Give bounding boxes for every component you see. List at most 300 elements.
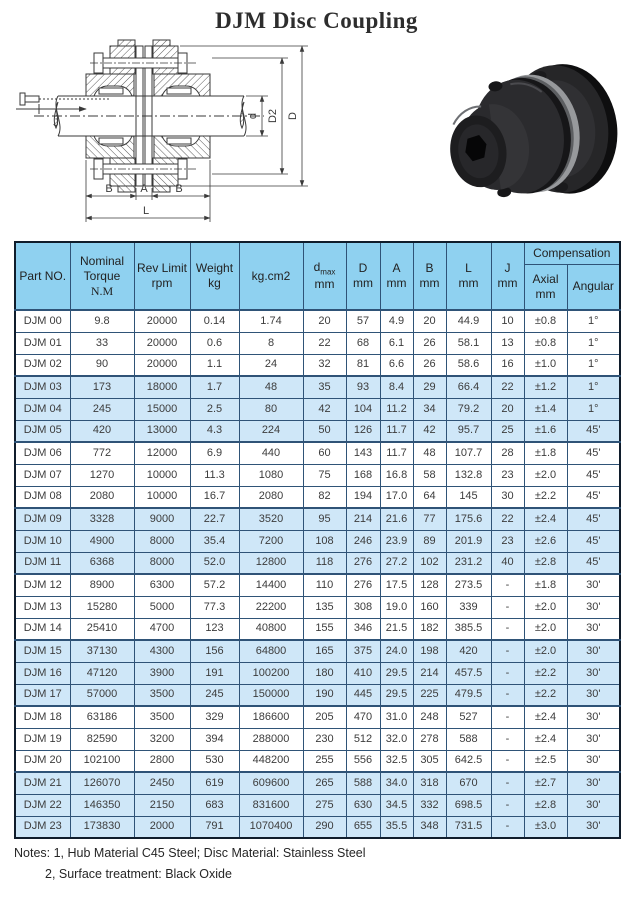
spec-cell: 64800 — [239, 640, 303, 662]
spec-cell: 58 — [413, 464, 446, 486]
part-no-cell: DJM 14 — [15, 618, 70, 640]
table-row — [15, 596, 620, 618]
part-no-cell: DJM 18 — [15, 706, 70, 728]
spec-cell: 20 — [413, 310, 446, 332]
dim-label-big-d: D — [287, 112, 299, 120]
spec-cell: 150000 — [239, 684, 303, 706]
spec-cell: 190 — [303, 684, 346, 706]
spec-cell: 22 — [491, 376, 524, 398]
spec-cell: 57 — [346, 310, 380, 332]
spec-cell: 30' — [567, 816, 620, 838]
spec-cell: 308 — [346, 596, 380, 618]
spec-cell: 31.0 — [380, 706, 413, 728]
spec-cell: 22 — [491, 508, 524, 530]
spec-cell: ±1.0 — [524, 354, 567, 376]
header-line: Rev Limit — [136, 261, 187, 275]
spec-cell: 6.9 — [190, 442, 239, 464]
spec-cell: 12800 — [239, 552, 303, 574]
header-line: B — [425, 261, 434, 275]
spec-cell: 11.3 — [190, 464, 239, 486]
spec-cell: 1080 — [239, 464, 303, 486]
spec-cell: 1.1 — [190, 354, 239, 376]
spec-cell: 265 — [303, 772, 346, 794]
spec-cell: 26 — [413, 354, 446, 376]
dim-label-d2: D2 — [267, 108, 279, 124]
col-header-b — [413, 242, 446, 310]
spec-cell: 17.5 — [380, 574, 413, 596]
spec-cell: 30' — [567, 728, 620, 750]
spec-cell: 102 — [413, 552, 446, 574]
spec-cell: - — [491, 618, 524, 640]
spec-cell: ±1.6 — [524, 420, 567, 442]
col-header-part-no: Part NO. — [15, 242, 70, 310]
part-no-cell: DJM 17 — [15, 684, 70, 706]
table-row — [15, 618, 620, 640]
spec-cell: - — [491, 750, 524, 772]
spec-cell: 45' — [567, 530, 620, 552]
part-no-cell: DJM 22 — [15, 794, 70, 816]
spec-cell: 47120 — [70, 662, 134, 684]
part-no-cell: DJM 09 — [15, 508, 70, 530]
table-row — [15, 332, 620, 354]
spec-cell: 290 — [303, 816, 346, 838]
spec-cell: 30' — [567, 794, 620, 816]
spec-cell: 512 — [346, 728, 380, 750]
spec-cell: 198 — [413, 640, 446, 662]
spec-cell: ±1.8 — [524, 574, 567, 596]
col-header-weight — [190, 242, 239, 310]
spec-cell: 8000 — [134, 530, 190, 552]
spec-cell: 2080 — [239, 486, 303, 508]
spec-cell: 245 — [190, 684, 239, 706]
spec-cell: 80 — [239, 398, 303, 420]
spec-cell: ±1.8 — [524, 442, 567, 464]
spec-cell: 180 — [303, 662, 346, 684]
spec-cell: 13 — [491, 332, 524, 354]
header-line: kg — [208, 276, 221, 290]
spec-cell: 448200 — [239, 750, 303, 772]
technical-drawing — [0, 38, 425, 238]
spec-cell: 30' — [567, 684, 620, 706]
part-no-cell: DJM 07 — [15, 464, 70, 486]
header-line: mm — [458, 276, 479, 290]
spec-cell: 33 — [70, 332, 134, 354]
part-no-cell: DJM 16 — [15, 662, 70, 684]
coupling-photo-image — [430, 52, 628, 224]
spec-cell: 230 — [303, 728, 346, 750]
spec-cell: ±2.2 — [524, 486, 567, 508]
spec-cell: 11.7 — [380, 442, 413, 464]
spec-cell: 182 — [413, 618, 446, 640]
header-line: mm — [419, 276, 440, 290]
spec-cell: 30' — [567, 662, 620, 684]
spec-cell: 346 — [346, 618, 380, 640]
spec-cell: 52.0 — [190, 552, 239, 574]
table-row — [15, 794, 620, 816]
spec-cell: 28 — [491, 442, 524, 464]
spec-cell: ±3.0 — [524, 816, 567, 838]
spec-cell: 132.8 — [446, 464, 491, 486]
col-header-rev-limit — [134, 242, 190, 310]
spec-cell: 4900 — [70, 530, 134, 552]
spec-cell: 445 — [346, 684, 380, 706]
page-title: DJM Disc Coupling — [215, 8, 418, 33]
dim-label-b-right: B — [175, 183, 183, 195]
spec-table-header — [15, 242, 620, 310]
spec-cell: 655 — [346, 816, 380, 838]
col-header-nominal-torque — [70, 242, 134, 310]
part-no-cell: DJM 04 — [15, 398, 70, 420]
spec-cell: 273.5 — [446, 574, 491, 596]
header-line: N.M — [90, 283, 114, 298]
table-row — [15, 706, 620, 728]
spec-cell: 58.6 — [446, 354, 491, 376]
spec-cell: 77 — [413, 508, 446, 530]
dim-label-j: J — [53, 117, 59, 129]
spec-cell: 23 — [491, 530, 524, 552]
spec-cell: 21.6 — [380, 508, 413, 530]
spec-cell: 7200 — [239, 530, 303, 552]
spec-cell: 186600 — [239, 706, 303, 728]
col-header-j — [491, 242, 524, 310]
spec-cell: 772 — [70, 442, 134, 464]
spec-cell: 214 — [346, 508, 380, 530]
spec-cell: 30' — [567, 750, 620, 772]
spec-cell: ±0.8 — [524, 332, 567, 354]
spec-cell: 16.8 — [380, 464, 413, 486]
header-line: d — [313, 259, 321, 274]
spec-cell: 102100 — [70, 750, 134, 772]
spec-cell: 224 — [239, 420, 303, 442]
spec-cell: 23.9 — [380, 530, 413, 552]
table-row — [15, 420, 620, 442]
spec-cell: 77.3 — [190, 596, 239, 618]
spec-cell: 34 — [413, 398, 446, 420]
table-row — [15, 464, 620, 486]
header-line: Nominal — [79, 253, 124, 268]
table-row — [15, 772, 620, 794]
spec-cell: 145 — [446, 486, 491, 508]
spec-cell: 288000 — [239, 728, 303, 750]
spec-cell: 9000 — [134, 508, 190, 530]
spec-cell: 22200 — [239, 596, 303, 618]
spec-cell: ±0.8 — [524, 310, 567, 332]
spec-cell: 82 — [303, 486, 346, 508]
table-row — [15, 398, 620, 420]
part-no-cell: DJM 03 — [15, 376, 70, 398]
spec-cell: 3500 — [134, 706, 190, 728]
spec-cell: 160 — [413, 596, 446, 618]
spec-cell: 24 — [239, 354, 303, 376]
spec-cell: 420 — [446, 640, 491, 662]
header-line: mm — [314, 277, 335, 292]
spec-cell: 128 — [413, 574, 446, 596]
spec-table — [14, 241, 621, 839]
spec-cell: ±2.7 — [524, 772, 567, 794]
part-no-cell: DJM 12 — [15, 574, 70, 596]
header-line: mm — [386, 276, 407, 290]
header-line: rpm — [151, 276, 173, 290]
spec-cell: 1070400 — [239, 816, 303, 838]
spec-cell: 11.7 — [380, 420, 413, 442]
col-header-inertia: kg.cm2 — [239, 242, 303, 310]
header-line: Weight — [195, 261, 234, 275]
spec-cell: 588 — [446, 728, 491, 750]
spec-cell: 60 — [303, 442, 346, 464]
col-header-d — [346, 242, 380, 310]
spec-cell: 22.7 — [190, 508, 239, 530]
header-line: J — [504, 261, 511, 275]
spec-cell: ±1.2 — [524, 376, 567, 398]
spec-cell: 95 — [303, 508, 346, 530]
spec-cell: - — [491, 684, 524, 706]
spec-cell: ±2.0 — [524, 618, 567, 640]
spec-cell: 34.0 — [380, 772, 413, 794]
spec-cell: 104 — [346, 398, 380, 420]
spec-cell: 143 — [346, 442, 380, 464]
header-subscript: max — [320, 267, 336, 277]
spec-cell: 93 — [346, 376, 380, 398]
dim-label-b-left: B — [105, 183, 113, 195]
spec-cell: ±2.8 — [524, 552, 567, 574]
table-row — [15, 508, 620, 530]
col-header-angular: Angular — [567, 264, 620, 310]
spec-cell: 32 — [303, 354, 346, 376]
spec-cell: - — [491, 772, 524, 794]
spec-cell: 20 — [491, 398, 524, 420]
spec-cell: 642.5 — [446, 750, 491, 772]
spec-cell: 45' — [567, 486, 620, 508]
spec-cell: 2800 — [134, 750, 190, 772]
spec-cell: ±2.4 — [524, 728, 567, 750]
col-header-a — [380, 242, 413, 310]
spec-cell: 2.5 — [190, 398, 239, 420]
header-line: D — [358, 261, 368, 275]
spec-cell: 123 — [190, 618, 239, 640]
spec-cell: 30' — [567, 772, 620, 794]
spec-cell: 10000 — [134, 464, 190, 486]
spec-cell: 63186 — [70, 706, 134, 728]
spec-cell: 21.5 — [380, 618, 413, 640]
spec-cell: 470 — [346, 706, 380, 728]
spec-cell: 530 — [190, 750, 239, 772]
spec-cell: 479.5 — [446, 684, 491, 706]
spec-cell: 110 — [303, 574, 346, 596]
coupling-section-drawing — [0, 38, 425, 238]
spec-cell: 95.7 — [446, 420, 491, 442]
spec-cell: 276 — [346, 574, 380, 596]
spec-cell: 8 — [239, 332, 303, 354]
spec-cell: 30' — [567, 706, 620, 728]
spec-cell: 1° — [567, 398, 620, 420]
spec-cell: 100200 — [239, 662, 303, 684]
spec-cell: - — [491, 574, 524, 596]
spec-cell: 276 — [346, 552, 380, 574]
table-row — [15, 376, 620, 398]
spec-cell: 6300 — [134, 574, 190, 596]
spec-cell: 4700 — [134, 618, 190, 640]
spec-cell: 165 — [303, 640, 346, 662]
spec-cell: 175.6 — [446, 508, 491, 530]
col-header-l — [446, 242, 491, 310]
spec-cell: 24.0 — [380, 640, 413, 662]
spec-table-body — [15, 310, 620, 838]
product-photo — [425, 38, 633, 238]
spec-cell: 394 — [190, 728, 239, 750]
spec-cell: 107.7 — [446, 442, 491, 464]
spec-cell: 155 — [303, 618, 346, 640]
spec-cell: 205 — [303, 706, 346, 728]
part-no-cell: DJM 08 — [15, 486, 70, 508]
spec-cell: 683 — [190, 794, 239, 816]
spec-cell: 66.4 — [446, 376, 491, 398]
spec-cell: 332 — [413, 794, 446, 816]
spec-cell: 126 — [346, 420, 380, 442]
notes — [14, 846, 633, 881]
spec-cell: 2000 — [134, 816, 190, 838]
spec-cell: ±2.5 — [524, 750, 567, 772]
spec-cell: 29 — [413, 376, 446, 398]
note-line-2: 2, Surface treatment: Black Oxide — [45, 867, 232, 881]
spec-cell: 245 — [70, 398, 134, 420]
spec-cell: 3900 — [134, 662, 190, 684]
spec-cell: 1° — [567, 376, 620, 398]
spec-cell: 2450 — [134, 772, 190, 794]
spec-cell: 275 — [303, 794, 346, 816]
spec-cell: 278 — [413, 728, 446, 750]
spec-cell: 214 — [413, 662, 446, 684]
spec-cell: 173 — [70, 376, 134, 398]
spec-cell: 16.7 — [190, 486, 239, 508]
spec-cell: 35.5 — [380, 816, 413, 838]
spec-cell: 3520 — [239, 508, 303, 530]
spec-cell: 609600 — [239, 772, 303, 794]
spec-cell: 42 — [303, 398, 346, 420]
header-line: mm — [535, 286, 556, 301]
spec-cell: 1° — [567, 332, 620, 354]
spec-cell: 68 — [346, 332, 380, 354]
spec-cell: 19.0 — [380, 596, 413, 618]
spec-cell: 30' — [567, 574, 620, 596]
spec-cell: 8900 — [70, 574, 134, 596]
spec-cell: ±2.8 — [524, 794, 567, 816]
spec-cell: 10000 — [134, 486, 190, 508]
spec-cell: 45' — [567, 464, 620, 486]
spec-cell: 588 — [346, 772, 380, 794]
spec-cell: 4300 — [134, 640, 190, 662]
spec-cell: 30' — [567, 596, 620, 618]
col-header-axial — [524, 264, 567, 310]
col-header-dmax — [303, 242, 346, 310]
spec-cell: 15000 — [134, 398, 190, 420]
spec-cell: 58.1 — [446, 332, 491, 354]
spec-cell: 348 — [413, 816, 446, 838]
spec-cell: 35 — [303, 376, 346, 398]
spec-cell: 82590 — [70, 728, 134, 750]
spec-cell: 318 — [413, 772, 446, 794]
spec-cell: 168 — [346, 464, 380, 486]
spec-cell: 156 — [190, 640, 239, 662]
spec-cell: 385.5 — [446, 618, 491, 640]
header-line: mm — [353, 276, 373, 290]
spec-cell: 1° — [567, 310, 620, 332]
part-no-cell: DJM 06 — [15, 442, 70, 464]
spec-cell: ±2.2 — [524, 684, 567, 706]
table-row — [15, 684, 620, 706]
spec-cell: 225 — [413, 684, 446, 706]
spec-cell: 0.6 — [190, 332, 239, 354]
spec-cell: 194 — [346, 486, 380, 508]
spec-cell: 619 — [190, 772, 239, 794]
table-row — [15, 728, 620, 750]
spec-cell: 15280 — [70, 596, 134, 618]
spec-cell: ±2.6 — [524, 530, 567, 552]
part-no-cell: DJM 21 — [15, 772, 70, 794]
spec-cell: 81 — [346, 354, 380, 376]
spec-cell: 108 — [303, 530, 346, 552]
spec-cell: - — [491, 662, 524, 684]
spec-cell: 26 — [413, 332, 446, 354]
spec-cell: 375 — [346, 640, 380, 662]
table-row — [15, 640, 620, 662]
part-no-cell: DJM 00 — [15, 310, 70, 332]
spec-cell: 118 — [303, 552, 346, 574]
spec-cell: 3200 — [134, 728, 190, 750]
spec-cell: 329 — [190, 706, 239, 728]
spec-cell: 34.5 — [380, 794, 413, 816]
spec-cell: 20000 — [134, 354, 190, 376]
spec-cell: - — [491, 596, 524, 618]
spec-cell: 248 — [413, 706, 446, 728]
spec-cell: 6368 — [70, 552, 134, 574]
dim-label-d: d — [247, 112, 259, 120]
spec-cell: 27.2 — [380, 552, 413, 574]
spec-cell: 20 — [303, 310, 346, 332]
table-row — [15, 574, 620, 596]
spec-cell: 1° — [567, 354, 620, 376]
spec-cell: - — [491, 728, 524, 750]
spec-cell: 1.7 — [190, 376, 239, 398]
spec-cell: 20000 — [134, 332, 190, 354]
table-row — [15, 486, 620, 508]
spec-cell: 30 — [491, 486, 524, 508]
spec-cell: 440 — [239, 442, 303, 464]
spec-cell: 45' — [567, 552, 620, 574]
spec-cell: 420 — [70, 420, 134, 442]
spec-cell: - — [491, 794, 524, 816]
header-line: Torque — [83, 268, 121, 283]
spec-cell: 44.9 — [446, 310, 491, 332]
spec-cell: 731.5 — [446, 816, 491, 838]
spec-cell: 17.0 — [380, 486, 413, 508]
spec-cell: 1.74 — [239, 310, 303, 332]
table-row — [15, 354, 620, 376]
spec-cell: 410 — [346, 662, 380, 684]
spec-cell: 40 — [491, 552, 524, 574]
header-line: L — [465, 261, 472, 275]
spec-cell: 191 — [190, 662, 239, 684]
part-no-cell: DJM 19 — [15, 728, 70, 750]
spec-cell: 9.8 — [70, 310, 134, 332]
table-row — [15, 816, 620, 838]
spec-cell: 791 — [190, 816, 239, 838]
spec-cell: 201.9 — [446, 530, 491, 552]
spec-cell: 135 — [303, 596, 346, 618]
spec-cell: ±1.4 — [524, 398, 567, 420]
spec-cell: 3328 — [70, 508, 134, 530]
spec-cell: 231.2 — [446, 552, 491, 574]
spec-cell: 1270 — [70, 464, 134, 486]
